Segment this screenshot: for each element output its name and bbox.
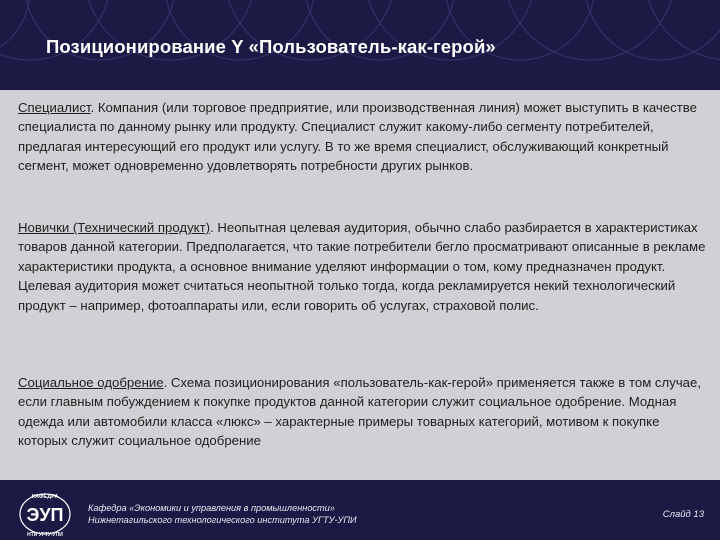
paragraph-specialist — [18, 98, 708, 176]
footer-institution — [88, 502, 357, 526]
logo-text-top: КАФЕДРА — [31, 494, 59, 500]
slide-title: Позиционирование Y «Пользователь-как-герой» — [46, 36, 496, 57]
paragraph-heading: Социальное одобрение — [18, 375, 164, 390]
paragraph-heading: Специалист — [18, 100, 91, 115]
footer-line-2: Нижнетагильского технологического института УГТУ-УПИ — [88, 515, 357, 525]
slide-number: Слайд 13 — [662, 509, 704, 520]
paragraph-text: . Неопытная целевая аудитория, обычно слабо разбирается в характеристиках товаров данной категории. Предполагается, что такие потребители бегло просматривают описанные в рекламе характеристики продукта, а основное внимание уделяют информации о том, кому предназначен продукт. Целевая аудитория может считаться неопытной только тогда, когда рекламируется некий технологический продукт – например, фотоаппараты или, если говорить об услугах, страховой полис. — [18, 220, 706, 313]
paragraph-text: . Схема позиционирования «пользователь-как-герой» применяется также в том случае, если главным побуждением к покупке продуктов данной категории служит социальное одобрение. Модная одежда или автомобили класса «люкс» – характерные примеры товарных категорий, мотивом к покупке которых служит социальное одобрение — [18, 375, 702, 449]
footer — [0, 480, 720, 540]
decor-circle — [0, 0, 30, 60]
paragraph-novices — [18, 218, 708, 315]
logo-text-main: ЭУП — [26, 505, 64, 525]
title-band — [0, 0, 720, 90]
logo-text-bottom: НТИ УГТУ-УПИ — [27, 532, 63, 538]
content-area — [0, 90, 720, 480]
paragraph-text: . Компания (или торговое предприятие, или производственная линия) может выступить в качестве специалиста по данному рынку или продукту. Специалист служит какому-либо сегменту потребителей, предлагая интересующий его продукт или услугу. В то же время специалист, обслуживающий конкретный сегмент, может одновременно удовлетворять потребности других рынков. — [18, 100, 697, 174]
paragraph-heading: Новички (Технический продукт) — [18, 220, 211, 235]
footer-line-1: Кафедра «Экономики и управления в промышленности» — [88, 503, 335, 513]
paragraph-social-approval — [18, 373, 708, 451]
department-logo-icon — [12, 490, 78, 538]
